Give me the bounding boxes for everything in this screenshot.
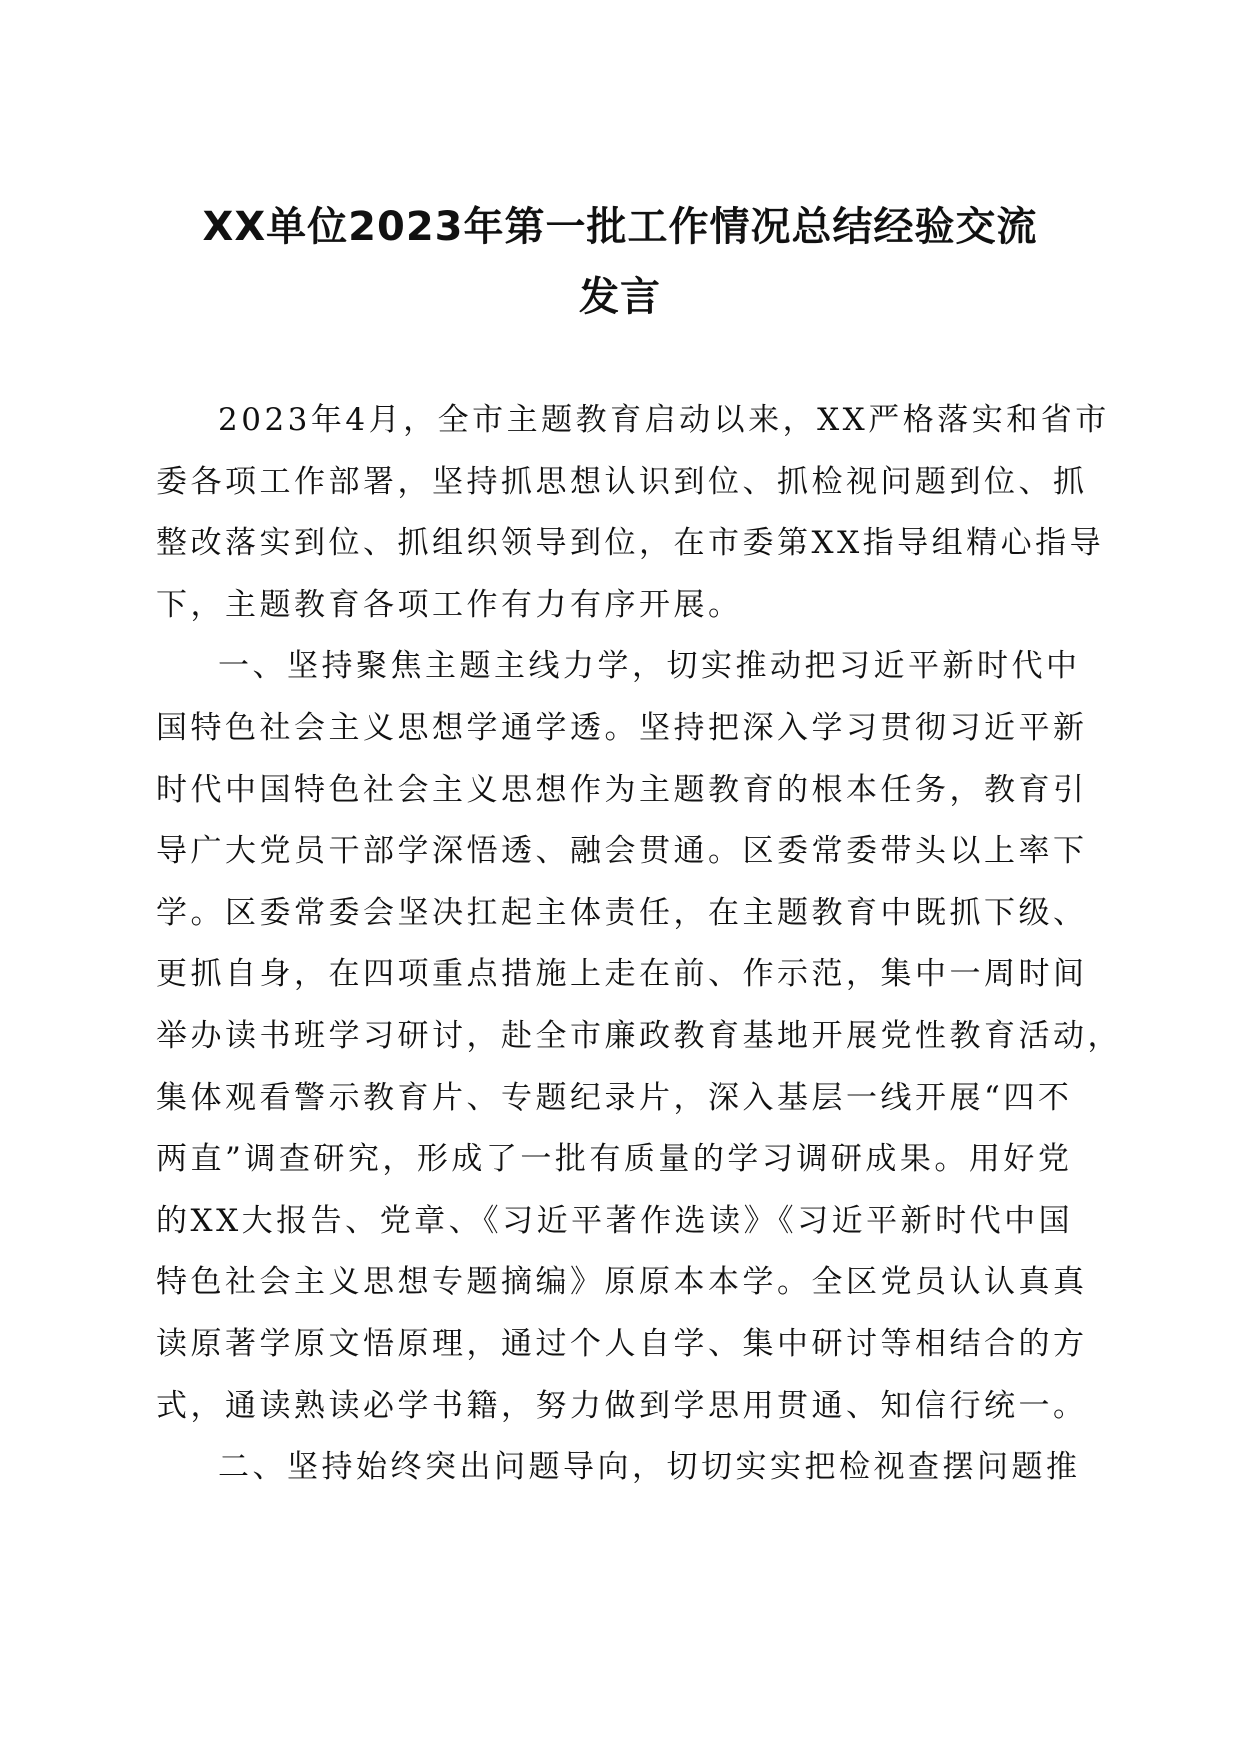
body-text-line: 学。区委常委会坚决扛起主体责任，在主题教育中既抓下级、 [156, 894, 1088, 931]
body-text-line: 时代中国特色社会主义思想作为主题教育的根本任务，教育引 [156, 771, 1088, 808]
body-text-line: 2023年4月，全市主题教育启动以来，XX严格落实和省市 [218, 402, 1110, 438]
body-text-line: 举办读书班学习研讨，赴全市廉政教育基地开展党性教育活动， [156, 1017, 1122, 1054]
body-text-line: 二、坚持始终突出问题导向，切切实实把检视查摆问题推 [218, 1449, 1081, 1486]
document-body [156, 390, 1122, 1499]
body-text-line: 更抓自身，在四项重点措施上走在前、作示范，集中一周时间 [156, 956, 1088, 993]
body-text-line: 两直”调查研究，形成了一批有质量的学习调研成果。用好党 [156, 1141, 1073, 1178]
body-text-line: 式，通读熟读必学书籍，努力做到学思用贯通、知信行统一。 [156, 1387, 1088, 1424]
body-text-line: 委各项工作部署，坚持抓思想认识到位、抓检视问题到位、抓 [156, 463, 1088, 500]
title-line-1: XX单位2023年第一批工作情况总结经验交流 [202, 204, 1038, 250]
body-text-line: 特色社会主义思想专题摘编》原原本本学。全区党员认认真真 [156, 1264, 1088, 1301]
title-line-2: 发言 [579, 274, 661, 320]
body-text-line: 下，主题教育各项工作有力有序开展。 [156, 586, 743, 623]
body-text-line: 集体观看警示教育片、专题纪录片，深入基层一线开展“四不 [156, 1079, 1073, 1116]
body-text-line: 导广大党员干部学深悟透、融会贯通。区委常委带头以上率下 [156, 833, 1088, 870]
body-text-line: 的XX大报告、党章、《习近平著作选读》《习近平新时代中国 [156, 1202, 1074, 1239]
document-title [150, 192, 1090, 332]
body-text-line: 读原著学原文悟原理，通过个人自学、集中研讨等相结合的方 [156, 1325, 1088, 1362]
body-text-line: 一、坚持聚焦主题主线力学，切实推动把习近平新时代中 [218, 648, 1081, 685]
body-text-line: 国特色社会主义思想学通学透。坚持把深入学习贯彻习近平新 [156, 709, 1088, 746]
body-text-line: 整改落实到位、抓组织领导到位，在市委第XX指导组精心指导 [156, 525, 1105, 562]
